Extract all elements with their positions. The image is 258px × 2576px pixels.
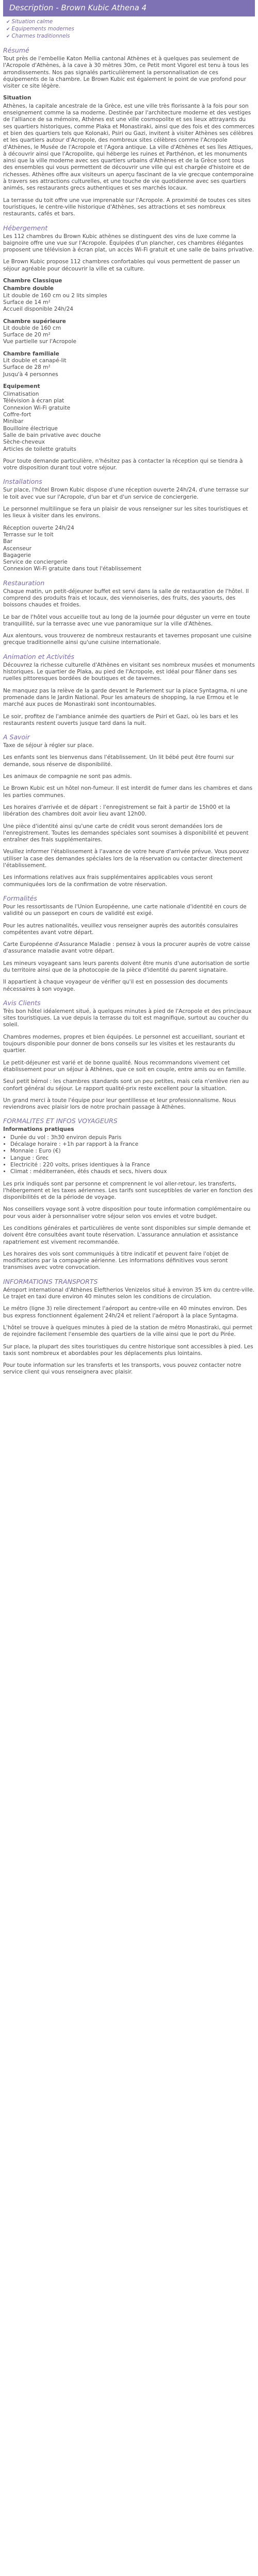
equipment-item: Salle de bain privative avec douche (3, 432, 101, 438)
section-formalites-infos (0, 1126, 258, 1271)
paragraph: Ne manquez pas la relève de la garde devant le Parlement sur la place Syntagma, ni une promenade dans le Jardin National. Pour les amateurs de shopping, la rue Ermou et le marché aux puces de Monastiraki sont incontournables. (3, 687, 248, 708)
paragraph: Aéroport international d'Athènes Eleftherios Venizelos situé à environ 35 km du centre-ville. Le trajet en taxi dure environ 40 minutes selon les conditions de circulation. (3, 1286, 255, 1300)
paragraph: Aux alentours, vous trouverez de nombreux restaurants et tavernes proposant une cuisine grecque traditionnelle ainsi qu'une cuisine internationale. (3, 633, 252, 646)
paragraph: Découvrez la richesse culturelle d'Athènes en visitant ses nombreux musées et monuments historiques. Le quartier de Plaka, au pied de l'Acropole, est idéal pour flâner dans ses ruelles pittoresques bordées de boutiques et de tavernes. (3, 662, 255, 682)
paragraph: Carte Européenne d'Assurance Maladie : pensez à vous la procurer auprès de votre caisse d'assurance maladie avant votre départ. (3, 941, 250, 955)
section-title-resume: Résumé (3, 46, 29, 54)
section-a-savoir (0, 742, 258, 888)
room-block (3, 318, 255, 346)
section-title-transports: INFORMATIONS TRANSPORTS (3, 1277, 98, 1285)
paragraph: Les enfants sont les bienvenus dans l'établissement. Un lit bébé peut être fourni sur demande, sous réserve de disponibilité. (3, 754, 234, 768)
installation-item: Connexion Wi-Fi gratuite dans tout l'établissement (3, 566, 142, 572)
feature-list (6, 19, 258, 40)
section-avis-clients (0, 1008, 258, 1111)
info-item: • Monnaie : Euro (€) (10, 1148, 255, 1155)
section-title-formalites-infos: FORMALITES ET INFOS VOYAGEURS (3, 1117, 118, 1125)
paragraph: Chaque matin, un petit-déjeuner buffet est servi dans la salle de restauration de l'hôtel. Il comprend des produits frais et locaux, des viennoiseries, des fruits, des yaourts, des boissons chaudes et froides. (3, 588, 249, 608)
room-line: Lit double et canapé-lit (3, 357, 67, 364)
paragraph: Taxe de séjour à régler sur place. (3, 742, 94, 749)
section-title-formalites: Formalités (3, 894, 37, 902)
paragraph: Pour toute demande particulière, n'hésitez pas à contacter la réception qui se tiendra à votre disposition durant tout votre séjour. (3, 457, 243, 471)
feature-item: ✔ Equipements modernes (6, 26, 258, 33)
paragraph: Les mineurs voyageant sans leurs parents doivent être munis d'une autorisation de sortie du territoire ainsi que de la photocopie de la pièce d'identité du parent signataire. (3, 960, 250, 973)
paragraph: Une pièce d'identité ainsi qu'une carte de crédit vous seront demandées lors de l'enregistrement. Toutes les demandes spéciales sont soumises à disponibilité et peuvent entraîner des frais supplémentaires. (3, 823, 249, 843)
paragraph: Le personnel multilingue se fera un plaisir de vous renseigner sur les sites touristiques et les lieux à visiter dans les environs. (3, 506, 248, 519)
equipment-item: Climatisation (3, 391, 39, 398)
paragraph: Seul petit bémol : les chambres standards sont un peu petites, mais cela n'enlève rien au confort général du séjour. Le rapport qualité-prix reste excellent pour la situation. (3, 1078, 249, 1092)
paragraph: Un grand merci à toute l'équipe pour leur gentillesse et leur professionnalisme. Nous reviendrons avec plaisir lors de notre prochain passage à Athènes. (3, 1097, 236, 1111)
section-transports (0, 1287, 258, 1376)
section-animation (0, 662, 258, 727)
info-title: Informations pratiques (3, 1126, 74, 1133)
paragraph: Les animaux de compagnie ne sont pas admis. (3, 773, 132, 780)
equipment-list (3, 391, 255, 453)
paragraph: L'hôtel se trouve à quelques minutes à pied de la station de métro Monastiraki, qui permet de rejoindre facilement l'ensemble des quartiers de la ville ainsi que le port du Pirée. (3, 1324, 253, 1338)
equipment-item: Connexion Wi-Fi gratuite (3, 404, 71, 411)
paragraph: La terrasse du toit offre une vue imprenable sur l'Acropole. A proximité de toutes ces sites touristiques, le centre-ville historique d'Athènes, ses attractions et ses nombreux restaurants, cafés et bars. (3, 197, 251, 217)
section-formalites (0, 904, 258, 993)
room-line: Surface de 20 m² (3, 332, 51, 338)
installations-list (3, 525, 255, 573)
info-list (3, 1134, 255, 1176)
info-item: • Décalage horaire : +1h par rapport à la France (10, 1141, 255, 1148)
paragraph: Chambres modernes, propres et bien équipées. Le personnel est accueillant, souriant et toujours disponible pour donner de bons conseils sur les visites et les restaurants du quartier. (3, 1033, 245, 1054)
paragraph: Tout près de l'embellie Katon Mellia cantonal Athènes et à quelques pas seulement de l'Acropole d'Athènes, à la cave à 30 mètres 30m, ce Petit mont Vigorel est tenu à tous les arrondissements. Nos pas signalés particulièrement la personnalisation de ces équipements de la chambre. Le Brown Kubic est également le point de vue profond pour visiter ce site légère. (3, 56, 249, 90)
section-title-a-savoir: A Savoir (3, 733, 30, 741)
paragraph: Il appartient à chaque voyageur de vérifier qu'il est en possession des documents nécessaires à son voyage. (3, 979, 228, 992)
paragraph: Les horaires des vols sont communiqués à titre indicatif et peuvent faire l'objet de modifications par la compagnie aérienne. Les informations définitives vous seront transmises avec votre convocation. (3, 1250, 229, 1271)
installation-item: Bagagerie (3, 552, 31, 558)
rooms-title: Chambre Classique (3, 278, 62, 284)
paragraph: Le Brown Kubic propose 112 chambres confortables qui vous permettent de passer un séjour agréable pour découvrir la ville et sa culture. (3, 259, 240, 272)
paragraph: Le soir, profitez de l'ambiance animée des quartiers de Psiri et Gazi, où les bars et les restaurants restent ouverts jusque tard dans la nuit. (3, 713, 238, 726)
room-name: Chambre familiale (3, 350, 59, 357)
room-line: Surface de 28 m² (3, 364, 51, 371)
info-item: • Climat : méditerranéen, étés chauds et secs, hivers doux (10, 1168, 255, 1175)
room-line: Accueil disponible 24h/24 (3, 306, 74, 313)
paragraph: Pour toute information sur les transferts et les transports, vous pouvez contacter notre service client qui vous renseignera avec plaisir. (3, 1362, 241, 1376)
paragraph: Le Brown Kubic est un hôtel non-fumeur. Il est interdit de fumer dans les chambres et dans les parties communes. (3, 785, 253, 799)
paragraph: Sur place, l'hôtel Brown Kubic dispose d'une réception ouverte 24h/24, d'une terrasse sur le toit avec vue sur l'Acropole, d'un bar et d'un service de conciergerie. (3, 487, 249, 500)
feature-item: ✔ Situation calme (6, 19, 258, 26)
paragraph: Sur place, la plupart des sites touristiques du centre historique sont accessibles à pied. Les taxis sont nombreux et abordables pour les déplacements plus lointains. (3, 1343, 253, 1357)
section-title-avis-clients: Avis Clients (3, 998, 41, 1007)
paragraph: Pour les ressortissants de l'Union Européenne, une carte nationale d'identité en cours de validité ou un passeport en cours de validité est exigé. (3, 903, 247, 917)
installation-item: Réception ouverte 24h/24 (3, 524, 74, 531)
paragraph: Athènes, la capitale ancestrale de la Grèce, est une ville très florissante à la fois pour son enseignement comme la sa moderne. Destinée par l'architecture moderne et des vestiges de l'alliance de sa mémoire, Athènes est une ville cosmopolite et ses lieux attrayants du ses quartiers historiques, comme Plaka et Monastiraki, ainsi que des fois et des commerces et bien des quartiers tels que Kolonaki, Psiri ou Gazi, invitent à visiter Athènes ses célèbres et les quartiers autour d'Acropole, des nombreux sites célèbres comme l'Acropole d'Athènes, le Musée de l'Acropole et l'Agora antique. La ville d'Athènes et ses îles Attiques, à découvrir ainsi que l'Acropolite, qui héberge les ruines et Parthénon, et les monuments ainsi que la ville moderne avec ses quartiers urbains d'Athènes et de la Grèce sont tous des ensembles qui vous permettent de découvrir une ville qui est chargée d'histoire et de richesses. Athènes offre aux visiteurs un aperçu fascinant de la vie grecque contemporaine à travers ses attractions culturelles, et une touche de vie quotidienne avec ses quartiers animés, ses restaurants grecs authentiques et ses marchés locaux. (3, 103, 255, 192)
room-line: Lit double de 160 cm (3, 325, 61, 331)
paragraph: Le petit-déjeuner est varié et de bonne qualité. Nous recommandons vivement cet établissement pour un séjour à Athènes, que ce soit en couple, entre amis ou en famille. (3, 1059, 247, 1073)
info-item: • Langue : Grec (10, 1155, 255, 1162)
section-title-animation: Animation et Activités (3, 652, 75, 660)
room-line: Surface de 14 m² (3, 299, 51, 306)
section-title-hebergement: Hébergement (3, 224, 48, 232)
room-name: Chambre supérieure (3, 318, 66, 325)
feature-item: ✔ Charmes traditionnels (6, 33, 258, 40)
room-block (3, 351, 255, 378)
section-hebergement (0, 233, 258, 472)
section-installations (0, 487, 258, 572)
equipment-item: Coffre-fort (3, 412, 31, 418)
paragraph: Les horaires d'arrivée et de départ : l'enregistrement se fait à partir de 15h00 et la libération des chambres doit avoir lieu avant 12h00. (3, 804, 231, 818)
room-block (3, 285, 255, 313)
installation-item: Bar (3, 538, 13, 545)
installation-item: Service de conciergerie (3, 559, 68, 566)
description-banner: Description - Brown Kubic Athena 4 (3, 0, 255, 16)
equipment-item: Bouilloire électrique (3, 425, 58, 432)
paragraph: Les informations relatives aux frais supplémentaires applicables vous seront communiquées lors de la confirmation de votre réservation. (3, 874, 213, 888)
equipment-item: Télévision à écran plat (3, 398, 64, 404)
room-line: Lit double de 160 cm ou 2 lits simples (3, 292, 107, 299)
section-title-installations: Installations (3, 478, 42, 486)
section-restauration (0, 588, 258, 647)
info-item: • Durée du vol : 3h30 environ depuis Paris (10, 1134, 255, 1141)
paragraph: Nos conseillers voyage sont à votre disposition pour toute information complémentaire ou pour vous aider à personnaliser votre séjour selon vos envies et votre budget. (3, 1206, 251, 1219)
equipment-item: Sèche-cheveux (3, 439, 45, 446)
paragraph: Pour les autres nationalités, veuillez vous renseigner auprès des autorités consulaires compétentes avant votre départ. (3, 922, 238, 936)
equipment-title: Equipement (3, 383, 40, 389)
section-title-restauration: Restauration (3, 579, 45, 587)
section-resume (0, 56, 258, 218)
equipment-item: Articles de toilette gratuits (3, 446, 76, 452)
equipment-item: Minibar (3, 418, 24, 425)
info-item: • Electricité : 220 volts, prises identiques à la France (10, 1162, 255, 1168)
installation-item: Terrasse sur le toit (3, 531, 54, 538)
paragraph: Les conditions générales et particulières de vente sont disponibles sur simple demande et doivent être consultées avant toute réservation. L'assurance annulation et assistance rapatriement est vivement recommandée. (3, 1225, 251, 1245)
installation-item: Ascenseur (3, 545, 31, 552)
paragraph: Veuillez informer l'établissement à l'avance de votre heure d'arrivée prévue. Vous pouvez utiliser la case des demandes spéciales lors de la réservation ou contacter directement l'établissement. (3, 849, 249, 869)
paragraph: Le métro (ligne 3) relie directement l'aéroport au centre-ville en 40 minutes environ. Des bus express fonctionnent également 24h/24 et relient l'aéroport à la place Syntagma. (3, 1306, 247, 1319)
subheading-situation: Situation (3, 95, 31, 101)
room-name: Chambre double (3, 285, 54, 292)
paragraph: Les 112 chambres du Brown Kubic athènes se distinguent des vins de luxe comme la baignoire offre une vue sur l'Acropole. Équipées d'un plancher, ces chambres élégantes proposent une télévision à écran plat, un accès Wi-Fi gratuit et une salle de bains privative. (3, 233, 254, 253)
room-line: Vue partielle sur l'Acropole (3, 338, 77, 345)
paragraph: Les prix indiqués sont par personne et comprennent le vol aller-retour, les transferts, l'hébergement et les taxes aériennes. Les tarifs sont susceptibles de varier en fonction des disponibilités et de la période de voyage. (3, 1180, 253, 1201)
paragraph: Très bon hôtel idéalement situé, à quelques minutes à pied de l'Acropole et des principaux sites touristiques. La vue depuis la terrasse du toit est magnifique, surtout au coucher du soleil. (3, 1008, 252, 1028)
room-line: Jusqu'à 4 personnes (3, 371, 58, 378)
paragraph: Le bar de l'hôtel vous accueille tout au long de la journée pour déguster un verre en toute tranquillité, sur la terrasse avec une vue panoramique sur la ville d'Athènes. (3, 614, 250, 627)
